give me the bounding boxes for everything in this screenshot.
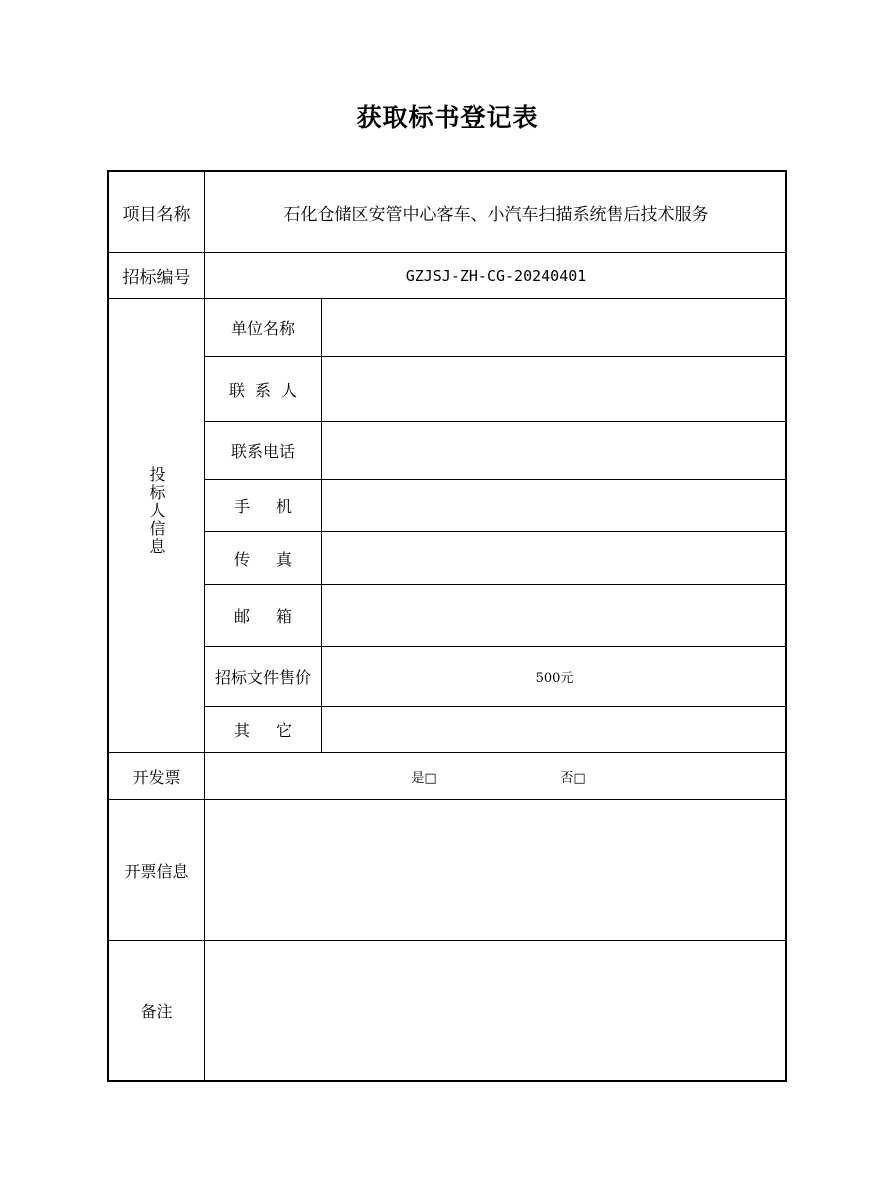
bid-number-value: GZJSJ-ZH-CG-20240401	[405, 266, 587, 285]
invoice-label: 开发票	[132, 767, 181, 787]
bidder-info-label: 投标人信息	[147, 465, 166, 556]
other-label: 其它	[233, 721, 318, 740]
invoice-no-option[interactable]: 否□	[560, 770, 586, 786]
invoice-info-label: 开票信息	[124, 861, 189, 881]
bid-number-label: 招标编号	[122, 268, 191, 288]
contact-person-label: 联系人	[228, 380, 307, 400]
phone-field[interactable]	[322, 422, 787, 479]
remarks-label: 备注	[140, 1002, 173, 1021]
fax-field[interactable]	[322, 532, 787, 584]
email-field[interactable]	[322, 585, 787, 646]
fax-label: 传真	[233, 549, 318, 569]
other-field[interactable]	[322, 707, 787, 752]
phone-label: 联系电话	[230, 442, 295, 461]
document-price-label: 招标文件售价	[214, 668, 311, 687]
project-name-label: 项目名称	[122, 204, 191, 225]
registration-table	[107, 170, 787, 1082]
email-label: 邮箱	[233, 607, 318, 626]
mobile-field[interactable]	[322, 480, 787, 531]
company-name-field[interactable]	[322, 299, 787, 356]
bidder-info-label-cell	[109, 299, 204, 752]
project-name-value: 石化仓储区安管中心客车、小汽车扫描系统售后技术服务	[283, 204, 709, 225]
invoice-info-field[interactable]	[205, 800, 787, 940]
document-price-value: 500元	[535, 671, 574, 686]
remarks-field[interactable]	[205, 941, 787, 1080]
contact-person-field[interactable]	[322, 357, 787, 421]
company-name-label: 单位名称	[230, 319, 295, 338]
mobile-label: 手机	[233, 497, 318, 516]
invoice-yes-option[interactable]: 是□	[411, 770, 437, 786]
form-title: 获取标书登记表	[356, 103, 539, 132]
